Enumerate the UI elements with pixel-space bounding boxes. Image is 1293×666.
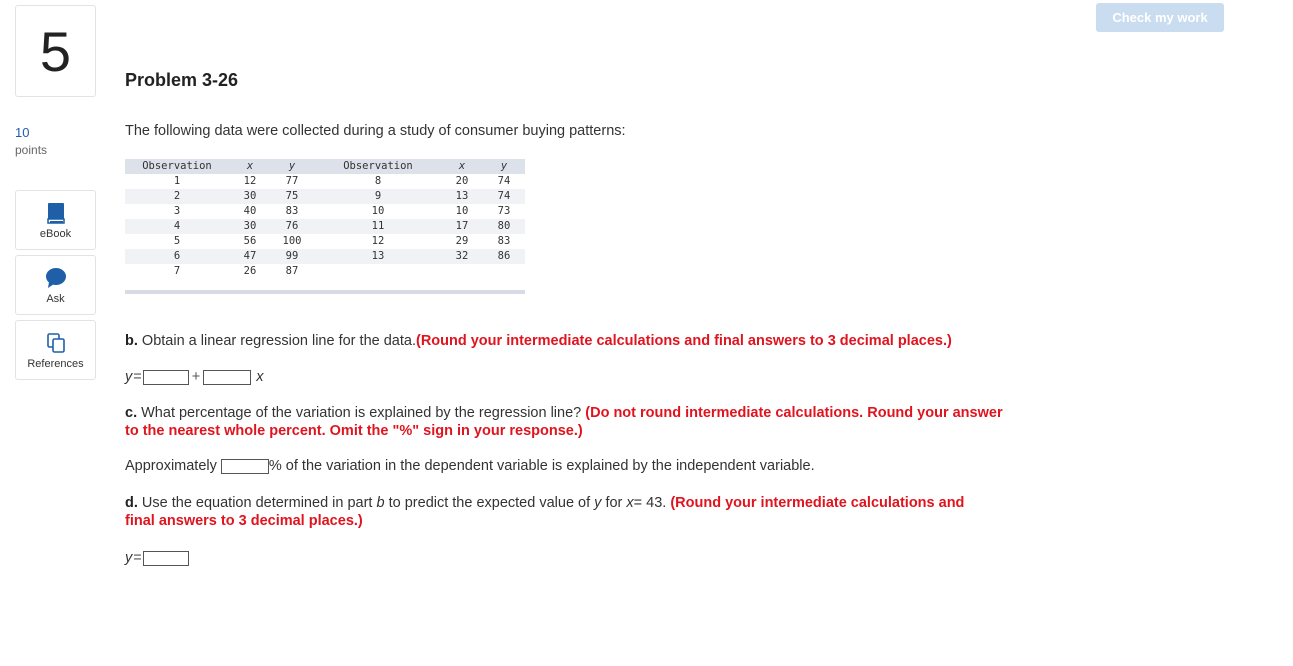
part-d-text-a: Use the equation determined in part bbox=[141, 495, 373, 511]
table-cell: 1 bbox=[173, 175, 181, 187]
part-b-lead: b. bbox=[125, 333, 138, 349]
table-header: x bbox=[246, 160, 254, 172]
percentage-prefix: Approximately bbox=[125, 458, 217, 474]
table-cell: 83 bbox=[497, 235, 511, 247]
table-cell: 74 bbox=[497, 175, 511, 187]
table-cell: 30 bbox=[243, 220, 257, 232]
table-cell: 12 bbox=[243, 175, 257, 187]
part-d-text-f: x bbox=[626, 495, 634, 511]
table-cell: 11 bbox=[371, 220, 385, 232]
check-my-work-button[interactable]: Check my work bbox=[1096, 3, 1224, 32]
part-d-text-e: for bbox=[605, 495, 623, 511]
ebook-button[interactable] bbox=[15, 190, 96, 250]
eq-y-symbol: y bbox=[125, 369, 133, 385]
eq-plus-sign: + bbox=[191, 369, 201, 385]
table-cell: 7 bbox=[173, 265, 181, 277]
table-cell: 17 bbox=[455, 220, 469, 232]
points-label: points bbox=[15, 143, 48, 157]
table-cell: 83 bbox=[285, 205, 299, 217]
ask-label: Ask bbox=[46, 293, 65, 305]
data-table bbox=[125, 159, 525, 294]
references-label: References bbox=[27, 358, 84, 370]
table-row bbox=[125, 219, 525, 234]
table-cell: 87 bbox=[285, 265, 299, 277]
regression-equation bbox=[125, 369, 263, 385]
table-header: Observation bbox=[343, 160, 413, 172]
eq-equals-sign: = bbox=[133, 369, 142, 385]
part-d-prompt bbox=[125, 494, 964, 530]
table-cell: 9 bbox=[374, 190, 382, 202]
table-row bbox=[125, 174, 525, 189]
points-value: 10 bbox=[15, 125, 30, 140]
percentage-sentence bbox=[125, 458, 815, 474]
table-row bbox=[125, 264, 525, 279]
table-header: Observation bbox=[142, 160, 212, 172]
table-cell: 80 bbox=[497, 220, 511, 232]
intercept-input[interactable] bbox=[143, 370, 189, 385]
table-row bbox=[125, 234, 525, 249]
part-d-note-line1: (Round your intermediate calculations and bbox=[670, 495, 965, 511]
table-cell: 74 bbox=[497, 190, 511, 202]
book-icon bbox=[47, 202, 65, 224]
table-cell: 4 bbox=[173, 220, 181, 232]
table-cell: 30 bbox=[243, 190, 257, 202]
table-cell: 29 bbox=[455, 235, 469, 247]
prediction-equation bbox=[125, 550, 189, 566]
problem-title: Problem 3-26 bbox=[125, 70, 239, 90]
part-d-text-d: y bbox=[594, 495, 602, 511]
table-cell: 86 bbox=[497, 250, 511, 262]
table-cell: 77 bbox=[285, 175, 299, 187]
part-c-note-line1: (Do not round intermediate calculations. Round your answer bbox=[585, 405, 1003, 421]
table-cell: 8 bbox=[374, 175, 382, 187]
part-d-text-b: b bbox=[376, 495, 385, 511]
table-cell: 10 bbox=[455, 205, 469, 217]
part-c-lead: c. bbox=[125, 405, 138, 421]
problem-intro: The following data were collected during a study of consumer buying patterns: bbox=[125, 123, 626, 139]
question-number: 5 bbox=[39, 20, 72, 83]
part-b-text: Obtain a linear regression line for the data. bbox=[141, 333, 416, 349]
percentage-suffix: % of the variation in the dependent variable is explained by the independent variable. bbox=[268, 458, 815, 474]
ask-button[interactable] bbox=[15, 255, 96, 315]
table-cell: 76 bbox=[285, 220, 299, 232]
ebook-label: eBook bbox=[39, 228, 72, 240]
table-header: y bbox=[288, 160, 296, 172]
part-c-text: What percentage of the variation is explained by the regression line? bbox=[141, 405, 582, 421]
prediction-input[interactable] bbox=[143, 551, 189, 566]
pred-equals-sign: = bbox=[133, 550, 142, 566]
table-cell: 6 bbox=[173, 250, 181, 262]
table-cell: 13 bbox=[455, 190, 469, 202]
table-row bbox=[125, 189, 525, 204]
eq-x-symbol: x bbox=[256, 369, 264, 385]
table-cell: 5 bbox=[173, 235, 181, 247]
percentage-input[interactable] bbox=[221, 459, 269, 474]
table-cell: 56 bbox=[243, 235, 257, 247]
part-b-note: (Round your intermediate calculations and final answers to 3 decimal places.) bbox=[415, 333, 952, 349]
table-cell: 2 bbox=[173, 190, 181, 202]
part-d-text-c: to predict the expected value of bbox=[388, 495, 591, 511]
part-d-note-line2: final answers to 3 decimal places.) bbox=[125, 513, 363, 529]
slope-input[interactable] bbox=[203, 370, 251, 385]
table-cell: 10 bbox=[371, 205, 385, 217]
table-cell: 20 bbox=[455, 175, 469, 187]
table-footer-divider bbox=[125, 290, 525, 294]
table-row bbox=[125, 249, 525, 264]
table-header: x bbox=[458, 160, 466, 172]
table-header: y bbox=[500, 160, 508, 172]
table-cell: 40 bbox=[243, 205, 257, 217]
table-cell: 100 bbox=[282, 235, 302, 247]
table-cell: 75 bbox=[285, 190, 299, 202]
table-cell: 13 bbox=[371, 250, 385, 262]
part-b-prompt bbox=[125, 332, 952, 350]
part-d-text-g: = 43. bbox=[633, 495, 667, 511]
table-row bbox=[125, 204, 525, 219]
table-cell: 32 bbox=[455, 250, 469, 262]
chat-bubble-icon bbox=[45, 267, 67, 289]
table-cell: 99 bbox=[285, 250, 299, 262]
table-cell: 26 bbox=[243, 265, 257, 277]
question-number-card bbox=[15, 5, 96, 97]
pred-y-symbol: y bbox=[125, 550, 133, 566]
copy-pages-icon bbox=[47, 332, 65, 354]
part-d-lead: d. bbox=[125, 495, 138, 511]
table-cell: 3 bbox=[173, 205, 181, 217]
references-button[interactable] bbox=[15, 320, 96, 380]
table-cell: 12 bbox=[371, 235, 385, 247]
table-cell: 73 bbox=[497, 205, 511, 217]
part-c-note-line2: to the nearest whole percent. Omit the "%" sign in your response.) bbox=[125, 423, 583, 439]
part-c-prompt bbox=[125, 404, 1003, 440]
table-cell: 47 bbox=[243, 250, 257, 262]
table-header-row bbox=[125, 159, 525, 174]
